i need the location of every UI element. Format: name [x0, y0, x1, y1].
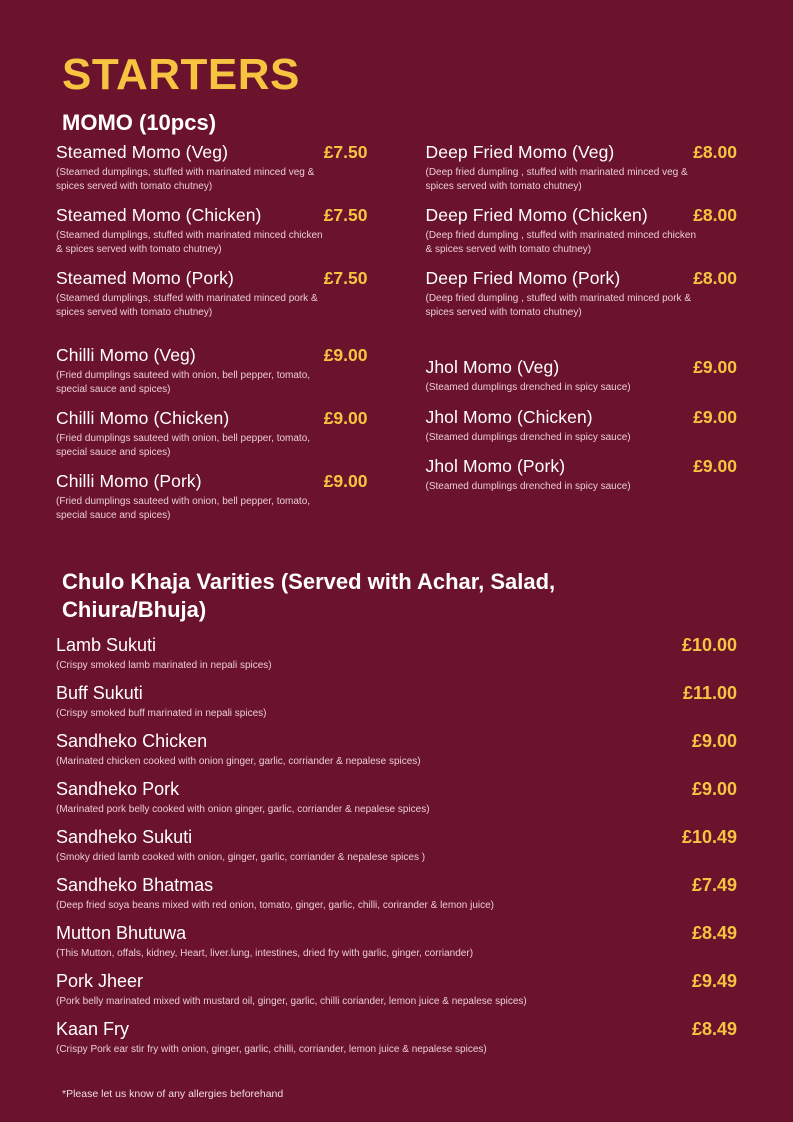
menu-item-description: (Deep fried dumpling , stuffed with marinated minced pork & spices served with tomato chutney)	[425, 293, 692, 318]
menu-item-price: £8.00	[693, 205, 737, 225]
menu-item-price: £8.00	[693, 268, 737, 288]
menu-item-line	[56, 779, 737, 800]
menu-item-description: (Crispy smoked buff marinated in nepali spices)	[56, 708, 267, 719]
menu-item-name: Kaan Fry	[56, 1019, 130, 1039]
menu-item-price: £9.00	[693, 406, 737, 427]
menu-item	[56, 471, 368, 522]
menu-item-description: (Fried dumplings sauteed with onion, bell pepper, tomato, special sauce and spices)	[56, 433, 311, 458]
menu-item-description: (Steamed dumplings drenched in spicy sauce)	[425, 431, 631, 443]
menu-item-line	[56, 205, 368, 226]
menu-item-line	[56, 345, 368, 366]
menu-item-line	[56, 1019, 737, 1040]
menu-item-price: £8.49	[691, 923, 737, 943]
menu-item-description: (Marinated pork belly cooked with onion ginger, garlic, corriander & nepalese spices)	[56, 804, 430, 815]
menu-item	[426, 205, 738, 256]
menu-item-price: £9.00	[323, 408, 368, 428]
menu-item-price: £7.50	[323, 205, 368, 225]
menu-item	[56, 731, 737, 768]
page-title: STARTERS	[62, 50, 300, 99]
menu-item	[56, 142, 368, 193]
menu-item-line	[426, 205, 738, 226]
menu-item-name: Sandheko Bhatmas	[56, 875, 214, 895]
menu-item-name: Sandheko Sukuti	[56, 827, 193, 847]
menu-item-line	[426, 456, 738, 477]
menu-item-description: (Fried dumplings sauteed with onion, bell pepper, tomato, special sauce and spices)	[56, 496, 311, 521]
menu-item-price: £7.50	[323, 142, 368, 162]
menu-item-description: (Steamed dumplings, stuffed with marinated minced veg & spices served with tomato chutney)	[56, 167, 315, 192]
menu-item	[56, 345, 368, 396]
chulo-khaja-section	[56, 568, 737, 1056]
menu-item	[426, 456, 738, 494]
menu-item-description: (Steamed dumplings, stuffed with marinated minced chicken & spices served with tomato chutney)	[56, 230, 323, 255]
menu-item-line	[56, 635, 737, 656]
spacer	[56, 331, 368, 345]
menu-item-price: £9.00	[323, 345, 368, 365]
menu-item-line	[56, 971, 737, 992]
menu-item-line	[56, 827, 737, 848]
menu-item-line	[426, 357, 738, 378]
menu-item-description: (Steamed dumplings, stuffed with marinated minced pork & spices served with tomato chutney)	[56, 293, 318, 318]
menu-item-name: Deep Fried Momo (Pork)	[425, 268, 621, 288]
menu-item-description: (Crispy smoked lamb marinated in nepali spices)	[56, 660, 272, 671]
menu-item-description: (Deep fried dumpling , stuffed with marinated minced veg & spices served with tomato chutney)	[425, 167, 688, 192]
menu-item	[426, 407, 738, 445]
menu-item-name: Mutton Bhutuwa	[56, 923, 187, 943]
menu-item-price: £9.49	[691, 971, 737, 991]
menu-item-name: Jhol Momo (Chicken)	[425, 406, 593, 427]
menu-item-line	[426, 268, 738, 289]
menu-item	[56, 779, 737, 816]
menu-item-name: Jhol Momo (Pork)	[425, 456, 566, 476]
momo-section-heading: MOMO (10pcs)	[62, 110, 217, 135]
menu-item-name: Steamed Momo (Pork)	[56, 268, 234, 288]
menu-item-price: £9.00	[691, 779, 737, 799]
menu-item-description: (Steamed dumplings drenched in spicy sauce)	[425, 382, 631, 393]
menu-item	[56, 268, 368, 319]
menu-item-price: £11.00	[682, 683, 737, 703]
menu-item-line	[56, 923, 737, 944]
menu-item-price: £7.49	[691, 875, 737, 895]
menu-item-name: Jhol Momo (Veg)	[425, 357, 560, 377]
menu-item	[56, 635, 737, 672]
menu-item-description: (Deep fried dumpling , stuffed with marinated minced chicken & spices served with tomato chutney)	[425, 230, 697, 255]
menu-item	[56, 1019, 737, 1056]
menu-item-name: Pork Jheer	[56, 971, 144, 991]
menu-item-name: Chilli Momo (Veg)	[56, 345, 196, 365]
menu-item-description: (Pork belly marinated mixed with mustard oil, ginger, garlic, chilli coriander, lemon juice & nepalese spices)	[56, 996, 527, 1007]
menu-item	[56, 408, 368, 459]
menu-item-price: £9.00	[323, 471, 368, 491]
menu-item-description: (Fried dumplings sauteed with onion, bell pepper, tomato, special sauce and spices)	[56, 370, 311, 395]
menu-item-description: (Steamed dumplings drenched in spicy sauce)	[425, 481, 631, 492]
menu-item	[56, 875, 737, 912]
menu-item-price: £10.49	[681, 827, 737, 847]
allergy-footnote: *Please let us know of any allergies beforehand	[62, 1088, 284, 1100]
menu-item-description: (This Mutton, offals, kidney, Heart, liver.lung, intestines, dried fry with garlic, ginger, corriander)	[56, 948, 474, 959]
menu-item-name: Deep Fried Momo (Veg)	[425, 142, 615, 162]
menu-item-line	[56, 142, 368, 163]
menu-item	[56, 205, 368, 256]
menu-item-line	[56, 471, 368, 492]
menu-item-price: £10.00	[681, 635, 737, 655]
menu-item-name: Steamed Momo (Veg)	[56, 142, 229, 162]
menu-item	[426, 357, 738, 395]
menu-item	[56, 923, 737, 960]
menu-item-name: Chilli Momo (Pork)	[56, 471, 202, 491]
menu-item	[56, 971, 737, 1008]
chulo-section-heading: Chulo Khaja Varities (Served with Achar, Salad, Chiura/Bhuja)	[62, 569, 556, 622]
menu-item-line	[56, 408, 368, 429]
menu-item-line	[56, 875, 737, 896]
menu-item-line	[56, 731, 737, 752]
menu-item-price: £9.00	[691, 731, 737, 751]
menu-item-line	[56, 683, 737, 704]
menu-item-line	[426, 142, 738, 163]
momo-columns	[56, 142, 737, 534]
menu-item-name: Sandheko Chicken	[56, 731, 208, 751]
menu-item	[426, 142, 738, 193]
menu-item-price: £9.00	[693, 456, 737, 476]
menu-item	[56, 683, 737, 720]
menu-item-name: Buff Sukuti	[56, 683, 143, 703]
menu-item-price: £8.00	[693, 142, 737, 162]
momo-left-column	[56, 142, 368, 534]
menu-item-name: Steamed Momo (Chicken)	[56, 205, 262, 225]
menu-item-name: Sandheko Pork	[56, 779, 180, 799]
menu-item	[426, 268, 738, 319]
menu-item-name: Deep Fried Momo (Chicken)	[425, 205, 648, 225]
menu-item-description: (Marinated chicken cooked with onion ginger, garlic, corriander & nepalese spices)	[56, 756, 421, 767]
menu-item-name: Chilli Momo (Chicken)	[56, 408, 230, 428]
menu-item-price: £9.00	[693, 357, 737, 377]
menu-item-description: (Crispy Pork ear stir fry with onion, ginger, garlic, chilli, corriander, lemon juice & nepalese spices)	[56, 1044, 487, 1055]
menu-item-price: £8.49	[691, 1019, 737, 1039]
menu-item-description: (Smoky dried lamb cooked with onion, ginger, garlic, corriander & nepalese spices )	[56, 852, 426, 863]
menu-item-line	[56, 268, 368, 289]
menu-item-description: (Deep fried soya beans mixed with red onion, tomato, ginger, garlic, chilli, corirander & lemon juice)	[56, 900, 494, 911]
momo-right-column	[426, 142, 738, 534]
spacer	[426, 331, 738, 357]
menu-item-line	[426, 407, 738, 428]
menu-item	[56, 827, 737, 864]
menu-item-price: £7.50	[323, 268, 368, 288]
menu-item-name: Lamb Sukuti	[56, 635, 157, 655]
